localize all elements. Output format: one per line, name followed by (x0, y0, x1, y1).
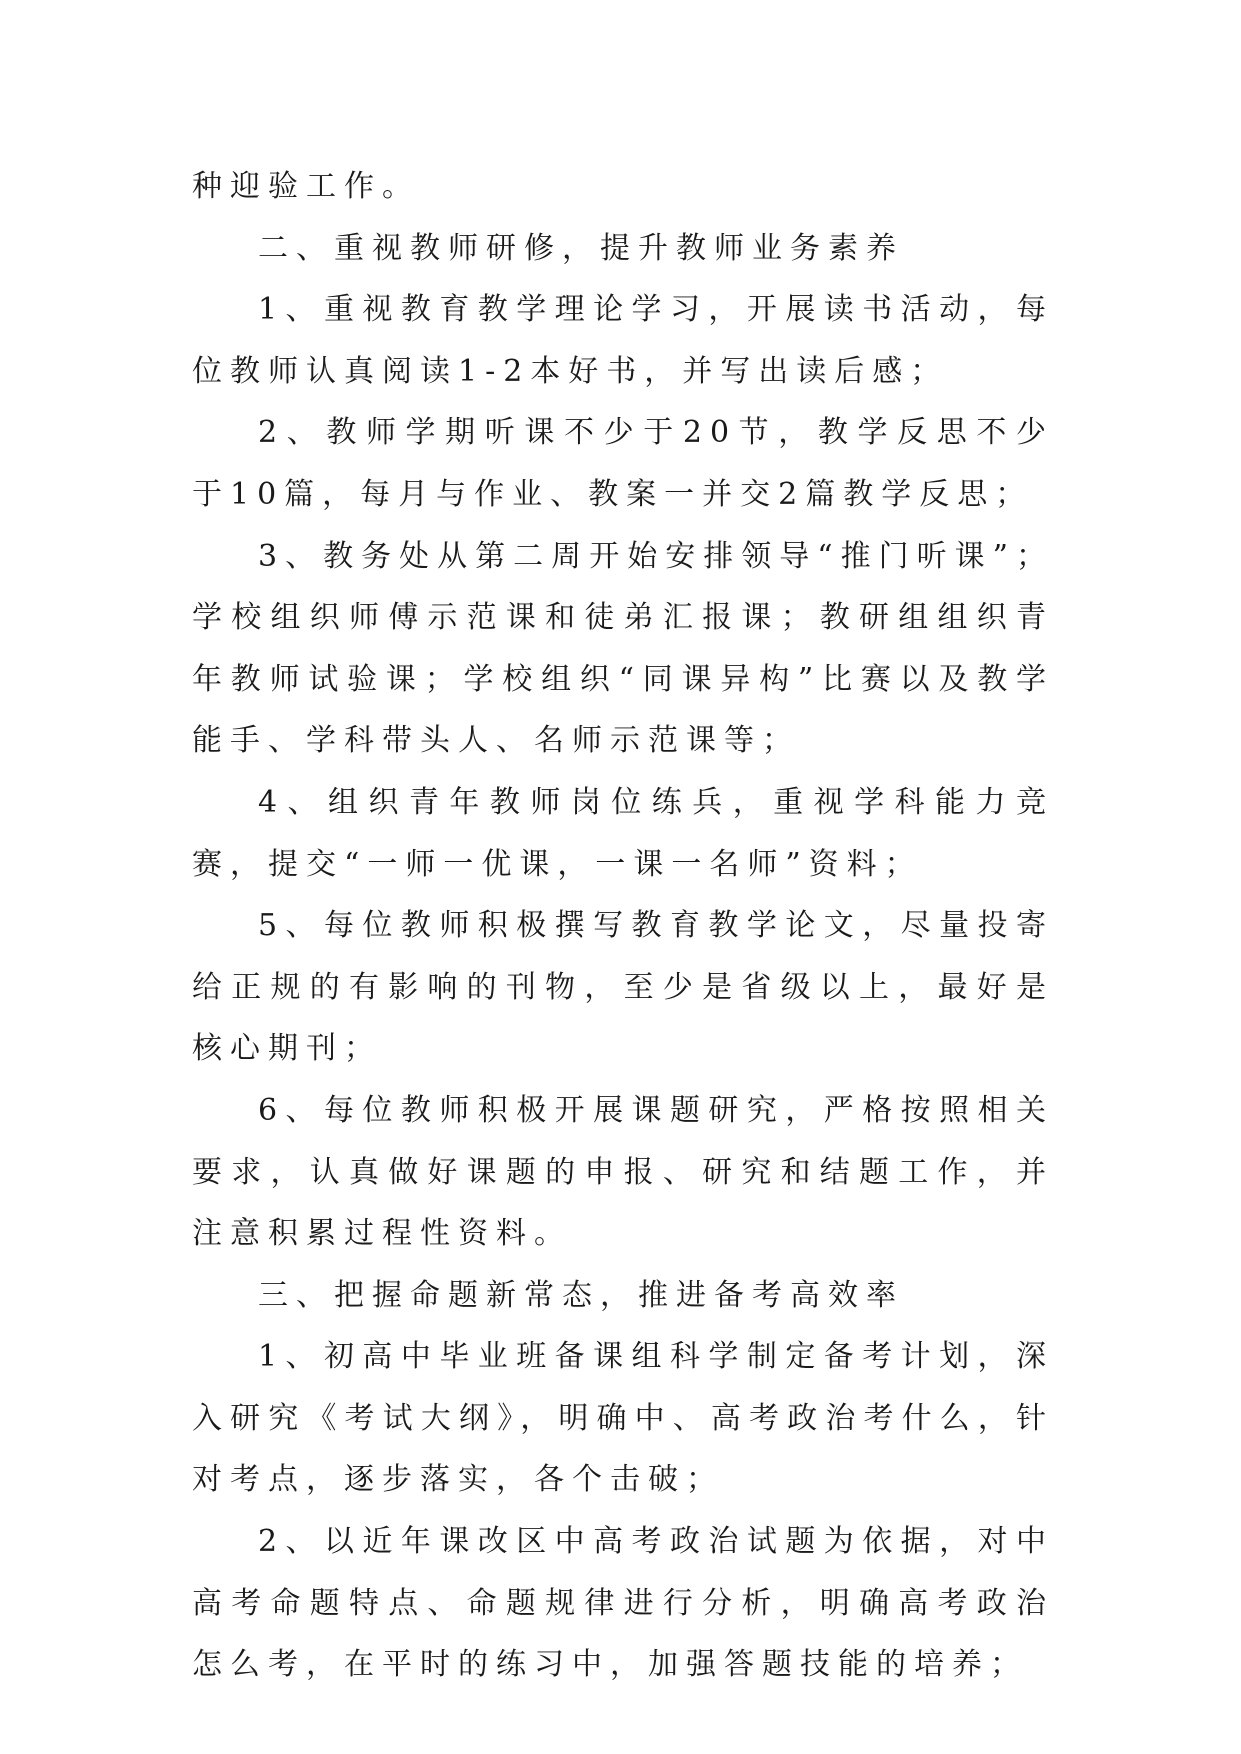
list-item: 5、每位教师积极撰写教育教学论文，尽量投寄给正规的有影响的刊物，至少是省级以上，最好是核心期刊； (192, 908, 1054, 1067)
list-item: 4、组织青年教师岗位练兵，重视学科能力竞赛，提交“一师一优课，一课一名师”资料； (192, 784, 1054, 882)
list-item: 6、每位教师积极开展课题研究，严格按照相关要求，认真做好课题的申报、研究和结题工作，并注意积累过程性资料。 (192, 1092, 1054, 1252)
list-item: 1、初高中毕业班备课组科学制定备考计划，深入研究《考试大纲》，明确中、高考政治考什么，针对考点，逐步落实，各个击破； (192, 1339, 1054, 1498)
document-body (192, 156, 1054, 1696)
list-item: 1、重视教育教学理论学习，开展读书活动，每位教师认真阅读1-2本好书，并写出读后感； (192, 292, 1054, 389)
section-heading-3: 三、把握命题新常态，推进备考高效率 (258, 1277, 904, 1313)
section-heading-2: 二、重视教师研修，提升教师业务素养 (258, 230, 904, 266)
list-item: 3、教务处从第二周开始安排领导“推门听课”；学校组织师傅示范课和徒弟汇报课；教研组组织青年教师试验课；学校组织“同课异构”比赛以及教学能手、学科带头人、名师示范课等； (192, 538, 1054, 759)
list-item: 2、以近年课改区中高考政治试题为依据，对中高考命题特点、命题规律进行分析，明确高考政治怎么考，在平时的练习中，加强答题技能的培养； (192, 1524, 1054, 1683)
list-item: 2、教师学期听课不少于20节，教学反思不少于10篇，每月与作业、教案一并交2篇教学反思； (192, 415, 1054, 512)
paragraph-continuation: 种迎验工作。 (192, 169, 420, 204)
